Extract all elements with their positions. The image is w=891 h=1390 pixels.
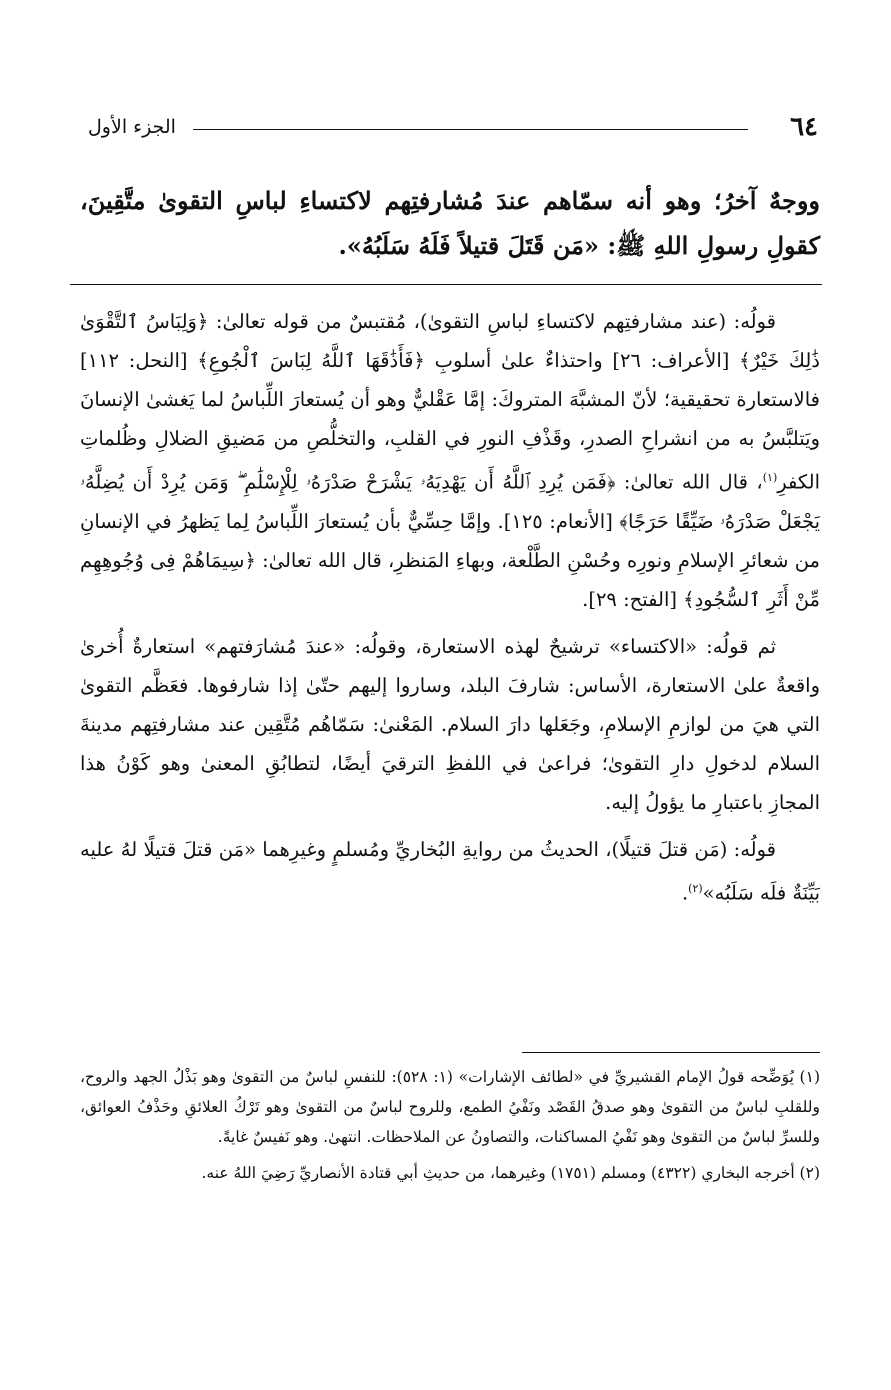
header-rule xyxy=(193,129,748,130)
footnote-1: (١) يُوَضِّحه قولُ الإمام القشيريِّ في «لطائف الإشارات» (١: ٥٢٨): للنفسِ لباسٌ من التقوىٰ وهو بَذْلُ الجهد والروح، وللقلبِ لباسٌ من التقوىٰ وهو صدقُ القَصْد ونَفْيُ الطمع، وللروح لباسٌ من التقوىٰ وهو تَرْكُ العلائقِ وحَذْفُ العوائق، وللسرِّ لباسٌ من التقوىٰ وهو نَفْيُ المساكنات، والتصاونُ عن الملاحظات. انتهىٰ. وهو نَفيسٌ غايةً. xyxy=(80,1068,820,1146)
footnote-separator xyxy=(522,1052,820,1053)
commentary-paragraph-3 xyxy=(80,830,820,913)
footnote-ref-1: (١) xyxy=(762,471,778,484)
commentary-paragraph-1 xyxy=(80,302,820,619)
commentary-paragraph-3-text: قولُه: (مَن قتلَ قتيلًا)، الحديثُ من روايةِ البُخاريِّ ومُسلمٍ وغيرِهما «مَن قتلَ قتيلًا لهُ عليه بَيِّنَةٌ فلَه سَلَبُه» xyxy=(80,837,820,904)
commentary-paragraph-3-end: . xyxy=(681,881,689,904)
page-header xyxy=(88,112,818,148)
commentary-paragraph-1-cont: ، قال الله تعالىٰ: ﴿فَمَن يُرِدِ ٱللَّهُ أَن يَهْدِيَهُۥ يَشْرَحْ صَدْرَهُۥ لِلْإِسْلَٰمِ ۖ وَمَن يُرِدْ أَن يُضِلَّهُۥ يَجْعَلْ صَدْرَهُۥ ضَيِّقًا حَرَجًا﴾ [الأنعام: ١٢٥]. وإمَّا حِسِّيٌّ بأن يُستعارَ اللِّباسُ لِما يَظهرُ في الإنسانِ من شعائرِ الإسلامِ ونورِه وحُسْنِ الطَّلْعة، وبهاءِ المَنظرِ، قال الله تعالىٰ: ﴿سِيمَاهُمْ فِى وُجُوهِهِم مِّنْ أَثَرِ ٱلسُّجُودِ﴾ [الفتح: ٢٩]. xyxy=(80,470,821,611)
commentary-paragraph-1-text: قولُه: (عند مشارفتِهم لاكتساءِ لباسِ التقوىٰ)، مُقتبسٌ من قوله تعالىٰ: ﴿وَلِبَاسُ ٱلتَّقْوَىٰ ذَٰلِكَ خَيْرٌ﴾ [الأعراف: ٢٦] واحتذاءٌ علىٰ أسلوبِ ﴿فَأَذَٰقَهَا ٱللَّهُ لِبَاسَ ٱلْجُوعِ﴾ [النحل: ١١٢] فالاستعارة تحقيقية؛ لأنّ المشبَّهَ المتروكَ: إمَّا عَقْليٌّ وهو أن يُستعارَ اللِّباسُ لما يَغشىٰ الإنسانَ ويَتلبَّسُ به من انشراحِ الصدرِ، وقَذْفِ النورِ في القلبِ، والتخلُّصِ من مَضيقِ الضلالِ وظُلماتِ الكفرِ xyxy=(80,310,820,494)
page-number: ٦٤ xyxy=(790,112,818,142)
main-text: ووجهٌ آخرُ؛ وهو أنه سمّاهم عندَ مُشارفتِهم لاكتساءِ لباسِ التقوىٰ متَّقِينَ، كقولِ رسولِ اللهِ ﷺ: «مَن قَتَلَ قتيلاً فَلَهُ سَلَبُهُ». xyxy=(80,186,820,260)
footnote-2: (٢) أخرجه البخاري (٤٣٢٢) ومسلم (١٧٥١) وغيرهما، من حديثِ أبي قتادة الأنصاريِّ رَضِيَ اللهُ عنه. xyxy=(201,1164,820,1182)
footnote-ref-2: (٢) xyxy=(688,881,703,895)
commentary-paragraph-2: ثم قولُه: «الاكتساء» ترشيحٌ لهذه الاستعارة، وقولُه: «عندَ مُشارَفتهم» استعارةٌ أُخرىٰ واقعةٌ علىٰ الاستعارة، الأساس: شارفَ البلد، وساروا إليهم حتّىٰ إذا شارفوها. فعَظَّم التقوىٰ التي هيَ من لوازمِ الإسلامِ، وجَعَلها دارَ السلام. المَعْنىٰ: سَمّاهُم مُتَّقِين عند مشارفتِهم مدينةَ السلام لدخولِ دارِ التقوىٰ؛ فراعىٰ في اللفظِ الترقيَ أيضًا، لتطابُقِ المعنىٰ وهو كَوْنُ هذا المجازِ باعتبارِ ما يؤولُ إليه. xyxy=(80,634,820,814)
commentary xyxy=(80,302,820,920)
footnotes xyxy=(80,1062,820,1194)
part-title: الجزء الأول xyxy=(88,116,176,138)
main-text-separator xyxy=(70,284,822,285)
